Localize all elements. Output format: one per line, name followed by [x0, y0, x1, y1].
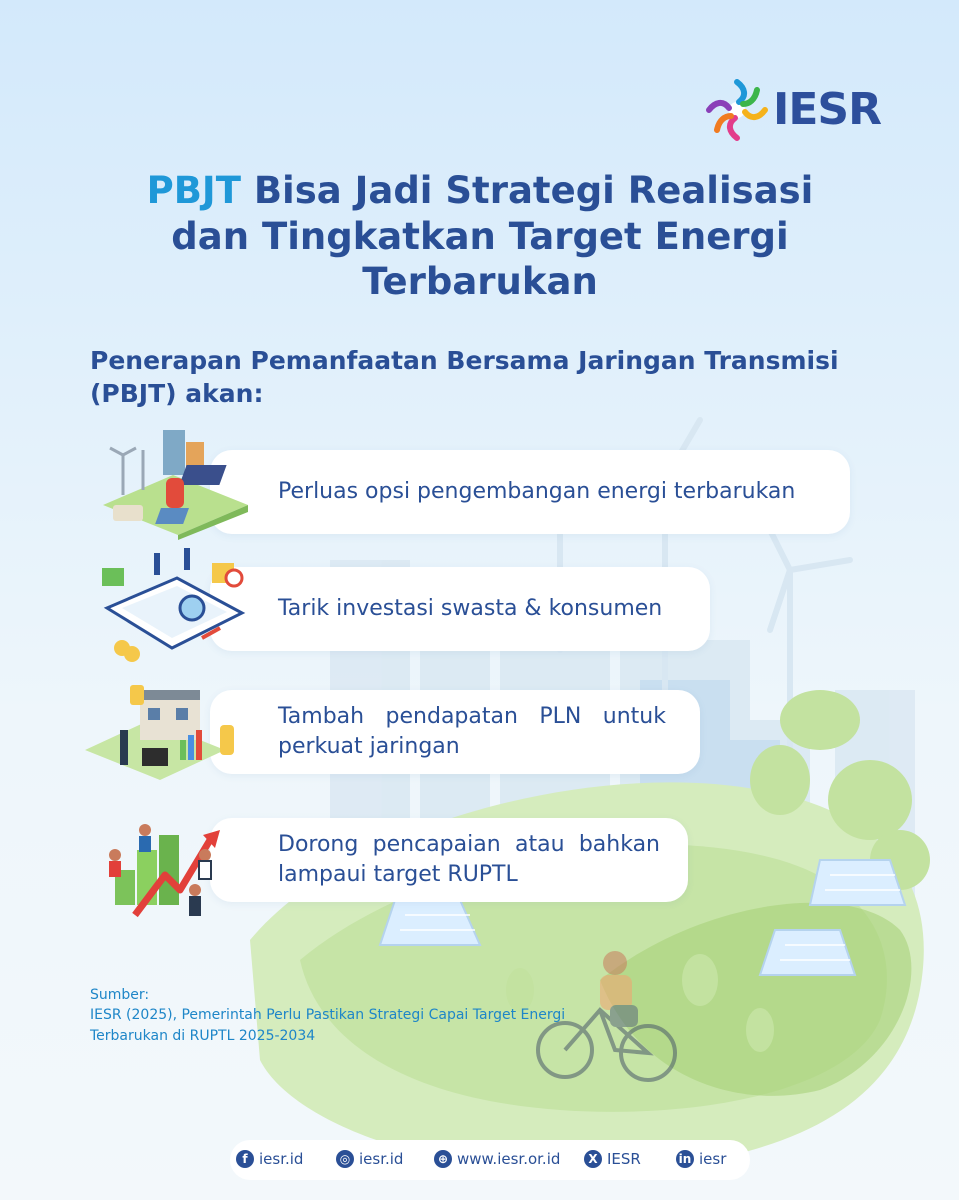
facebook-icon: f: [236, 1150, 254, 1168]
renewable-energy-city-illustration-icon: [98, 420, 253, 540]
x-handle: IESR: [607, 1150, 641, 1168]
title-line1: Bisa Jadi Strategi Realisasi: [253, 169, 814, 212]
globe-icon: ⊕: [434, 1150, 452, 1168]
iesr-logo-mark-icon: [705, 78, 769, 142]
subtitle: Penerapan Pemanfaatan Bersama Jaringan Transmisi (PBJT) akan:: [90, 346, 839, 408]
title-highlight: PBJT: [146, 169, 241, 212]
source-text: IESR (2025), Pemerintah Perlu Pastikan Strategi Capai Target Energi Terbarukan di RUPTL 2025-2034: [90, 1007, 566, 1044]
point-card-3: [210, 690, 700, 774]
linkedin-icon: in: [676, 1150, 694, 1168]
point-card-2: [210, 567, 710, 651]
point-text-1: Perluas opsi pengembangan energi terbarukan: [278, 479, 796, 505]
source-note: [90, 985, 590, 1046]
source-label: Sumber:: [90, 987, 150, 1003]
social-footer: [230, 1140, 750, 1180]
growth-target-illustration-icon: [95, 800, 245, 925]
social-website[interactable]: [434, 1150, 560, 1168]
instagram-icon: ◎: [336, 1150, 354, 1168]
brand-name: IESR: [773, 84, 881, 135]
point-text-3: Tambah pendapatan PLN untuk perkuat jaringan: [278, 704, 666, 759]
instagram-handle: iesr.id: [359, 1150, 404, 1168]
title-line3: Terbarukan: [362, 260, 598, 303]
point-text-4: Dorong pencapaian atau bahkan lampaui target RUPTL: [278, 832, 660, 887]
point-card-4: [210, 818, 688, 902]
website-url: www.iesr.or.id: [457, 1150, 561, 1168]
social-instagram[interactable]: [336, 1150, 403, 1168]
point-card-1: [210, 450, 850, 534]
point-text-2: Tarik investasi swasta & konsumen: [278, 596, 663, 622]
social-facebook[interactable]: [236, 1150, 303, 1168]
social-linkedin[interactable]: [676, 1150, 726, 1168]
x-icon: X: [584, 1150, 602, 1168]
revenue-money-illustration-icon: [80, 680, 250, 790]
investment-analysis-illustration-icon: [92, 548, 252, 668]
linkedin-handle: iesr: [699, 1150, 727, 1168]
page-title: [80, 168, 880, 305]
social-x[interactable]: [584, 1150, 641, 1168]
iesr-logo: [705, 78, 881, 142]
title-line2: dan Tingkatkan Target Energi: [171, 214, 789, 258]
facebook-handle: iesr.id: [259, 1150, 304, 1168]
